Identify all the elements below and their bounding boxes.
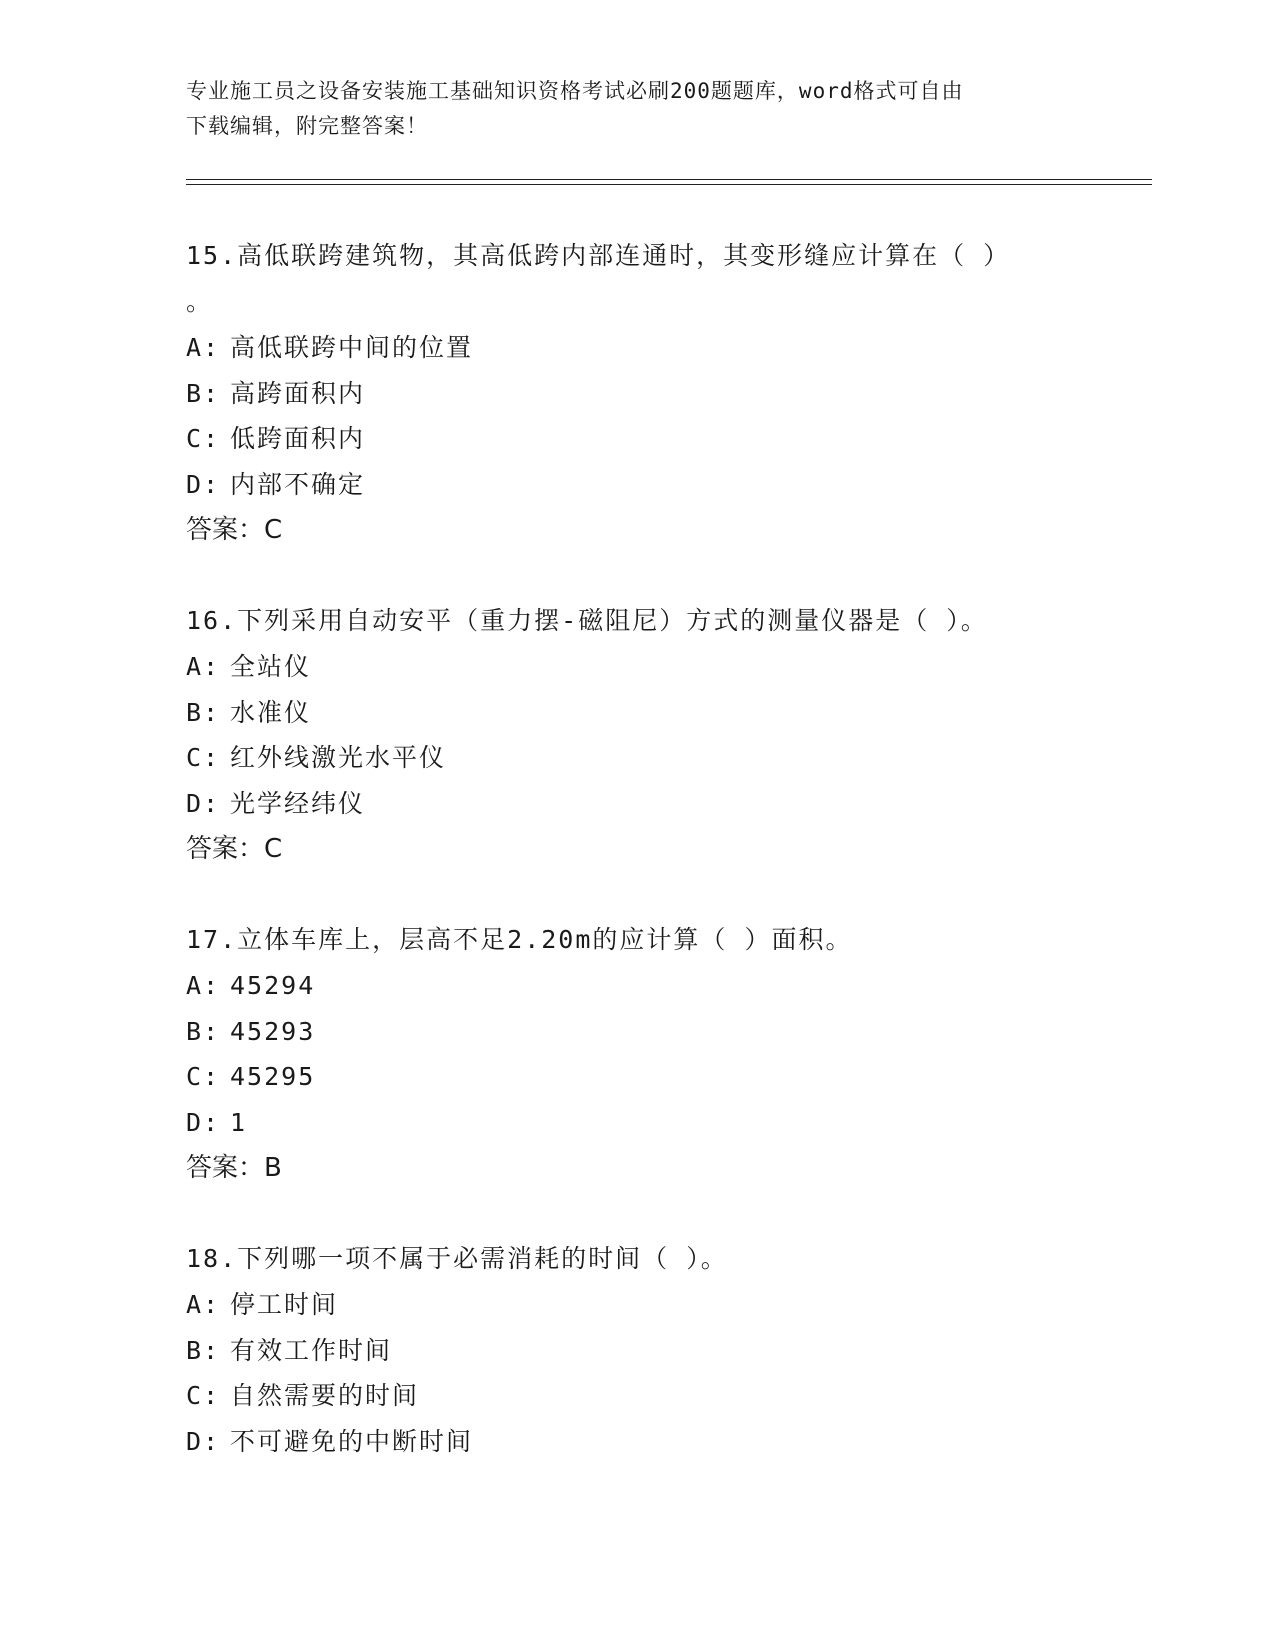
header-line-2: 下载编辑，附完整答案！ [186,114,428,138]
option-a [186,963,1086,1009]
option-letter: B: [186,697,221,727]
document-header [186,74,1086,144]
option-a [186,325,1086,371]
option-letter: A: [186,1290,221,1319]
option-text: 高跨面积内 [230,378,366,408]
option-text: 有效工作时间 [230,1335,393,1365]
option-text: 全站仪 [230,652,312,681]
option-d [186,1100,1086,1146]
option-b [186,371,1086,417]
option-text: 内部不确定 [230,469,366,499]
option-text: 光学经纬仪 [230,788,366,818]
question-15 [186,233,1086,553]
option-c [186,416,1086,462]
question-text: 16.下列采用自动安平（重力摆-磁阻尼）方式的测量仪器是（ ）。 [186,606,988,635]
question-18 [186,1236,1086,1464]
option-letter: A: [186,652,221,681]
option-letter: D: [186,788,221,818]
option-c [186,1373,1086,1419]
option-text: 高低联跨中间的位置 [230,333,474,362]
option-text: 红外线激光水平仪 [230,743,447,772]
option-text: 自然需要的时间 [230,1381,420,1410]
question-list [186,233,1086,1509]
question-text-continuation: 。 [186,287,212,316]
question-16 [186,598,1086,872]
question-text: 15.高低联跨建筑物，其高低跨内部连通时，其变形缝应计算在（ ） [186,241,1011,270]
answer-line: 答案：C [186,515,283,545]
option-b [186,690,1086,736]
option-letter: D: [186,1107,221,1137]
option-text: 停工时间 [230,1290,339,1319]
option-letter: A: [186,971,221,1000]
option-text: 水准仪 [230,697,312,727]
header-divider-bottom [186,184,1152,185]
option-d [186,1419,1086,1465]
option-letter: D: [186,469,221,499]
option-text: 低跨面积内 [230,424,366,453]
option-text: 45293 [230,1016,316,1046]
option-letter: A: [186,333,221,362]
option-letter: C: [186,424,221,453]
answer-line: 答案：B [186,1153,282,1183]
option-d [186,781,1086,827]
header-line-1: 专业施工员之设备安装施工基础知识资格考试必刷200题题库，word格式可自由 [186,79,964,103]
answer-line: 答案：C [186,834,283,864]
option-text: 45294 [230,971,316,1000]
option-letter: C: [186,1062,221,1091]
option-c [186,735,1086,781]
option-b [186,1328,1086,1374]
option-letter: B: [186,1016,221,1046]
option-letter: B: [186,1335,221,1365]
question-text: 17.立体车库上，层高不足2.20m的应计算（ ）面积。 [186,925,853,954]
option-letter: C: [186,1381,221,1410]
option-letter: B: [186,378,221,408]
option-text: 1 [230,1107,248,1137]
option-text: 45295 [230,1062,316,1091]
option-d [186,462,1086,508]
option-letter: C: [186,743,221,772]
question-text: 18.下列哪一项不属于必需消耗的时间（ ）。 [186,1244,728,1273]
header-divider-top [186,179,1152,180]
option-letter: D: [186,1426,221,1456]
option-b [186,1009,1086,1055]
option-a [186,644,1086,690]
option-text: 不可避免的中断时间 [230,1426,474,1456]
option-a [186,1282,1086,1328]
option-c [186,1054,1086,1100]
question-17 [186,917,1086,1191]
